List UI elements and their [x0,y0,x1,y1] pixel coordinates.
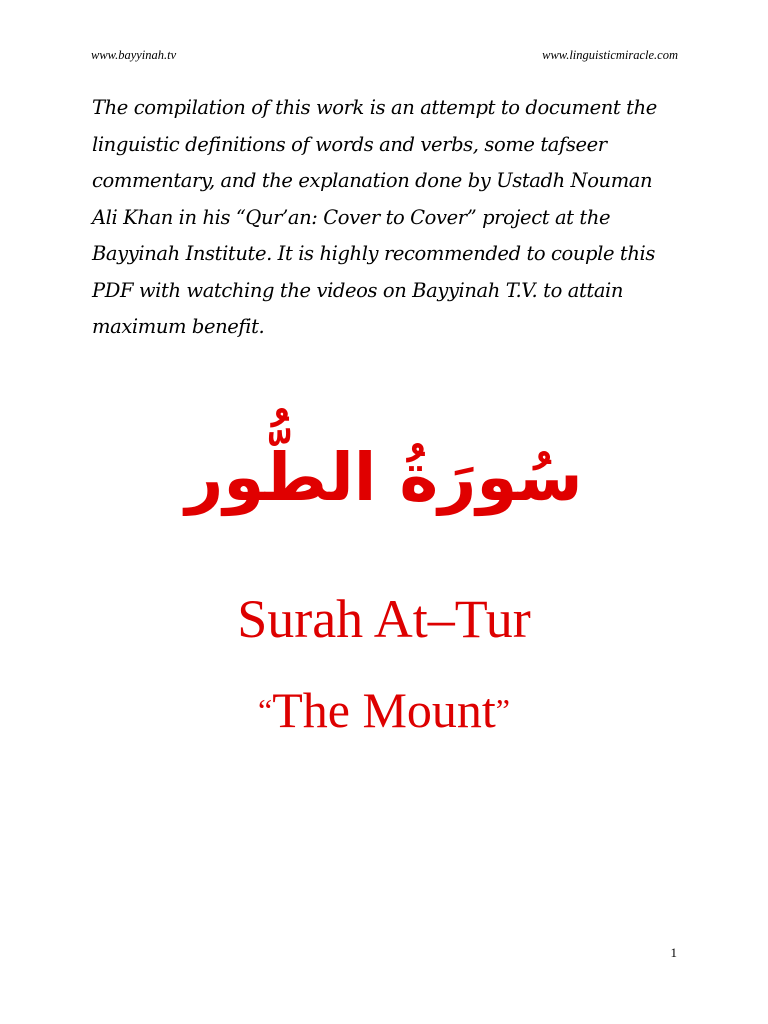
page-number: 1 [670,945,677,960]
close-quote: ” [495,692,510,728]
header-link-bayyinah[interactable]: www.bayyinah.tv [91,48,177,62]
intro-line: linguistic definitions of words and verbs, some tafseer [92,132,607,156]
intro-line: The compilation of this work is an attempt to document the [92,96,657,119]
translation-text: The Mount [272,682,496,738]
intro-line: maximum benefit. [92,315,265,338]
open-quote: “ [258,692,273,728]
arabic-surah-title: سُورَةُ الطُّور [185,439,583,516]
surah-title: Surah At–Tur [237,589,531,649]
surah-translation [0,680,768,740]
intro-line: Bayyinah Institute. It is highly recommended to couple this [92,242,655,265]
intro-line: Ali Khan in his “Qur’an: Cover to Cover” project at the [92,205,611,229]
header-link-linguisticmiracle[interactable]: www.linguisticmiracle.com [542,48,678,62]
intro-paragraph [92,90,692,346]
intro-line: PDF with watching the videos on Bayyinah T.V. to attain [92,278,624,302]
intro-line: commentary, and the explanation done by Ustadh Nouman [92,169,653,192]
